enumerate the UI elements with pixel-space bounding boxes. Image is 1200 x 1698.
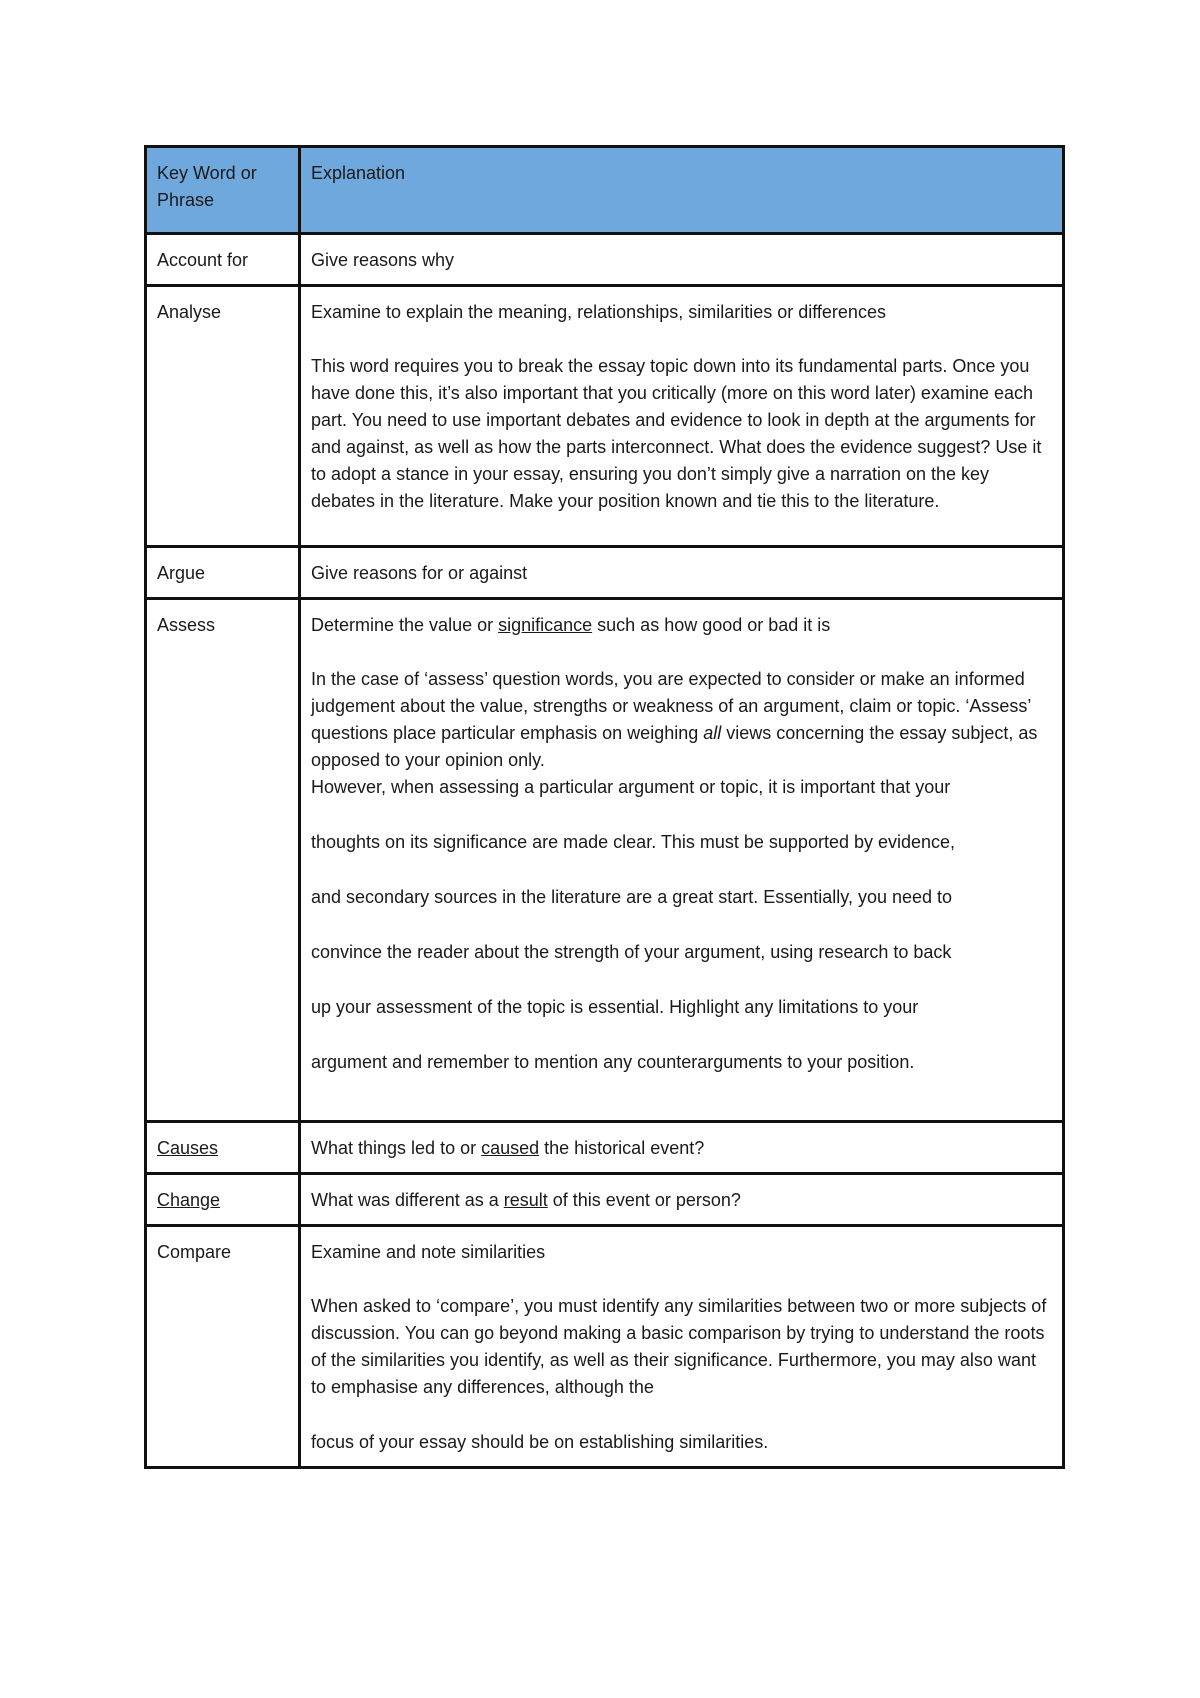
explanation-line: thoughts on its significance are made clear. This must be supported by evidence, (311, 832, 956, 852)
table-row (146, 599, 1064, 1122)
table-header-row (146, 147, 1064, 234)
text-span: views concerning the essay subject, as opposed to your opinion only. (311, 723, 1038, 770)
explanation-line: convince the reader about the strength of your argument, using research to back (311, 942, 952, 962)
explanation-detail: This word requires you to break the essay topic down into its fundamental parts. Once you have done this, it’s also important that you critically (more on this word later) examine each part. You need to use important debates and evidence to look in depth at the arguments for and against, as well as how the parts interconnect. What does the evidence suggest? Use it to adopt a stance in your essay, ensuring you don’t simply give a narration on the key debates in the literature. Make your position known and tie this to the literature. (311, 356, 1042, 511)
explanation-cell (300, 1122, 1064, 1174)
text-span: the historical event? (539, 1138, 705, 1158)
key-words-table (144, 145, 1065, 1469)
italic-word: all (703, 723, 722, 743)
explanation-short (311, 1135, 1052, 1162)
explanation-line: argument and remember to mention any counterarguments to your position. (311, 1052, 915, 1072)
text-span: In the case of ‘assess’ question words, you are expected to consider or make an informed judgement about the value, strengths or weakness of an argument, claim or topic. ‘Assess’ questions place particular emphasis on weighing (311, 669, 1031, 743)
key-word-cell: Compare (146, 1226, 300, 1468)
explanation-cell (300, 1226, 1064, 1468)
result-link[interactable]: result (503, 1190, 548, 1210)
causes-link[interactable]: Causes (157, 1138, 219, 1158)
explanation-detail (311, 666, 1052, 774)
text-span: Determine the value or (311, 615, 499, 635)
table-row (146, 547, 1064, 599)
table-row (146, 1226, 1064, 1468)
explanation-short (311, 612, 1052, 639)
explanation-cell (300, 286, 1064, 547)
explanation-short: Examine to explain the meaning, relationships, similarities or differences (311, 302, 886, 322)
key-word-cell: Argue (146, 547, 300, 599)
table-row (146, 286, 1064, 547)
key-word-cell (146, 1174, 300, 1226)
explanation-detail: When asked to ‘compare’, you must identify any similarities between two or more subjects of discussion. You can go beyond making a basic comparison by trying to understand the roots of the similarities you identify, as well as their significance. Furthermore, you may also want to emphasise any differences, although the (311, 1296, 1047, 1397)
explanation-wide-lines (311, 815, 1052, 1090)
key-word-cell: Account for (146, 234, 300, 286)
explanation-line: and secondary sources in the literature are a great start. Essentially, you need to (311, 887, 953, 907)
explanation-short (311, 1187, 1052, 1214)
explanation-line: up your assessment of the topic is essential. Highlight any limitations to your (311, 997, 919, 1017)
explanation-line: However, when assessing a particular argument or topic, it is important that your (311, 777, 951, 797)
explanation-cell (300, 547, 1064, 599)
header-explanation: Explanation (300, 147, 1064, 234)
table-row (146, 1122, 1064, 1174)
caused-link[interactable]: caused (481, 1138, 540, 1158)
significance-link[interactable]: significance (498, 615, 593, 635)
table-row (146, 234, 1064, 286)
key-word-cell (146, 1122, 300, 1174)
explanation-line: focus of your essay should be on establishing similarities. (311, 1432, 769, 1452)
key-word-cell: Assess (146, 599, 300, 1122)
explanation-cell (300, 1174, 1064, 1226)
explanation-short: Examine and note similarities (311, 1242, 546, 1262)
key-word-cell: Analyse (146, 286, 300, 547)
explanation-short: Give reasons for or against (311, 563, 528, 583)
explanation-cell (300, 599, 1064, 1122)
header-key-word: Key Word or Phrase (146, 147, 300, 234)
change-link[interactable]: Change (157, 1190, 221, 1210)
explanation-short: Give reasons why (311, 250, 455, 270)
text-span: of this event or person? (547, 1190, 741, 1210)
text-span: such as how good or bad it is (592, 615, 831, 635)
explanation-cell (300, 234, 1064, 286)
text-span: What was different as a (311, 1190, 504, 1210)
table-row (146, 1174, 1064, 1226)
text-span: What things led to or (311, 1138, 482, 1158)
